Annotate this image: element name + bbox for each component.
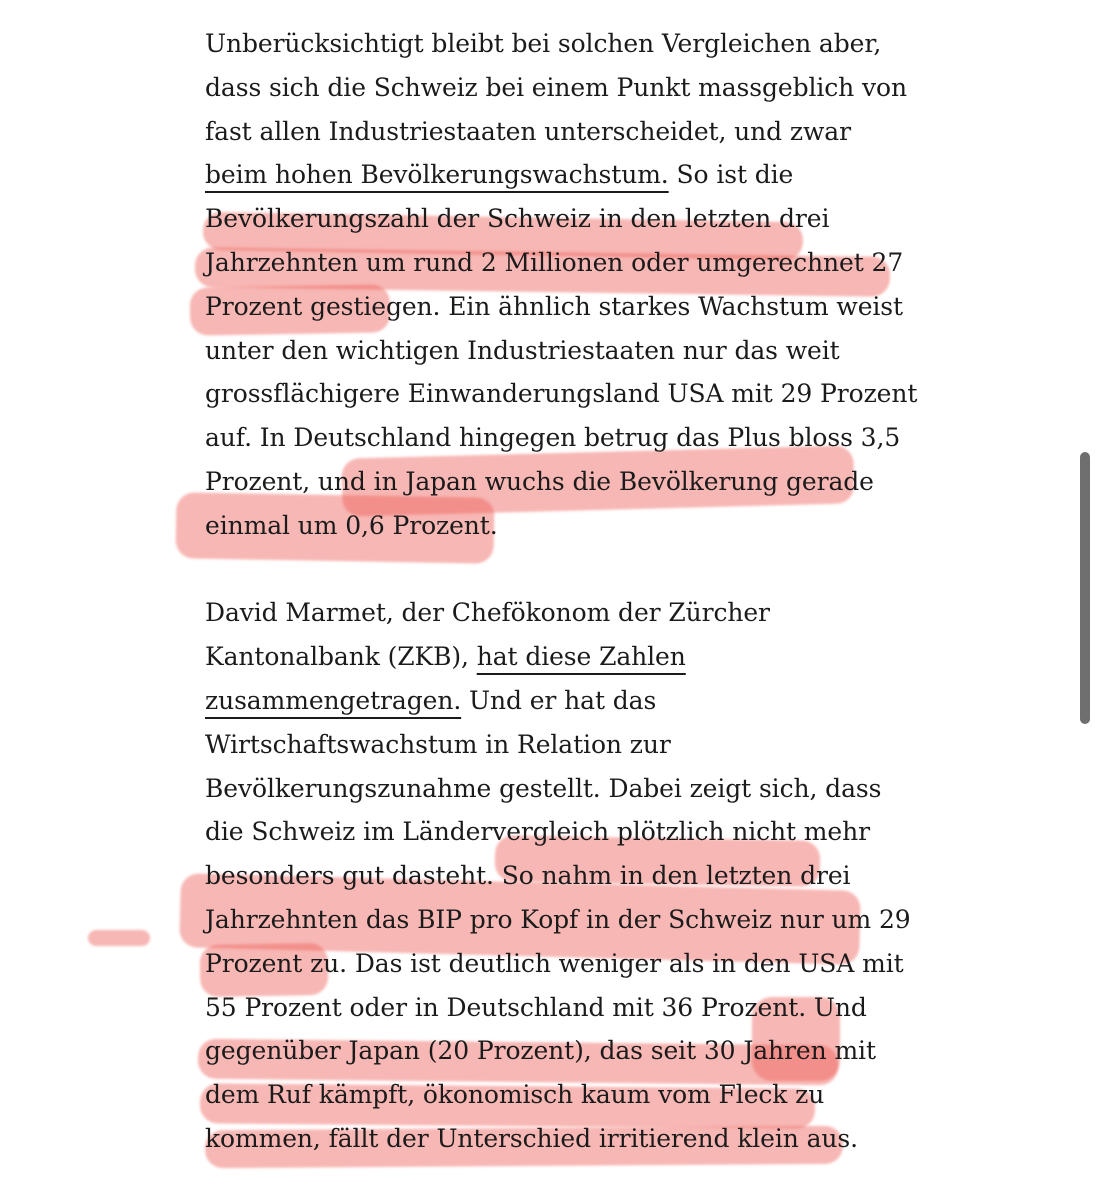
text-line: Prozent, und in Japan wuchs die Bevölkerung gerade [205,466,874,496]
text-line: 55 Prozent oder in Deutschland mit 36 Prozent. Und [205,992,867,1022]
link-zahlen-zusammengetragen[interactable]: hat diese Zahlen [476,642,686,672]
article-body [205,22,918,1161]
paragraph [205,22,918,548]
text-line: Prozent zu. Das ist deutlich weniger als in den USA mit [205,948,904,978]
link-bevoelkerungswachstum[interactable]: beim hohen Bevölkerungswachstum. [205,160,669,190]
text-line: die Schweiz im Ländervergleich plötzlich nicht mehr [205,817,870,847]
text-line: David Marmet, der Chefökonom der Zürcher [205,598,770,628]
text-fragment: Und er hat das [461,685,657,715]
text-line: Jahrzehnten um rund 2 Millionen oder umgerechnet 27 [205,247,904,277]
text-fragment: So ist die [668,160,794,190]
text-line: Bevölkerungszahl der Schweiz in den letzten drei [205,204,830,234]
text-line: Prozent gestiegen. Ein ähnlich starkes Wachstum weist [205,291,903,321]
scrollbar-thumb[interactable] [1080,452,1090,724]
text-line [205,635,905,679]
text-line: dem Ruf kämpft, ökonomisch kaum vom Fleck zu [205,1080,825,1110]
text-line: besonders gut dasteht. So nahm in den letzten drei [205,861,851,891]
text-line: unter den wichtigen Industriestaaten nur das weit [205,335,840,365]
highlight-mark [88,930,150,946]
text-line: Jahrzehnten das BIP pro Kopf in der Schweiz nur um 29 [205,904,911,934]
text-fragment: Kantonalbank (ZKB), [205,642,477,672]
text-line: auf. In Deutschland hingegen betrug das Plus bloss 3,5 [205,423,901,453]
text-line: kommen, fällt der Unterschied irritierend klein aus. [205,1123,858,1153]
text-line: dass sich die Schweiz bei einem Punkt massgeblich von [205,72,908,102]
text-line: Unberücksichtigt bleibt bei solchen Vergleichen aber, [205,29,882,58]
text-line [205,679,905,723]
paragraph [205,591,911,1160]
link-zahlen-zusammengetragen[interactable]: zusammengetragen. [205,685,462,715]
text-line: fast allen Industriestaaten unterscheidet, und zwar [205,116,851,146]
text-line: gegenüber Japan (20 Prozent), das seit 30 Jahren mit [205,1036,876,1066]
text-line: Bevölkerungszunahme gestellt. Dabei zeigt sich, dass [205,773,882,803]
text-line: Wirtschaftswachstum in Relation zur [205,729,671,759]
text-line: einmal um 0,6 Prozent. [205,510,498,540]
text-line: grossflächigere Einwanderungsland USA mit 29 Prozent [205,379,918,409]
text-line [205,153,905,197]
